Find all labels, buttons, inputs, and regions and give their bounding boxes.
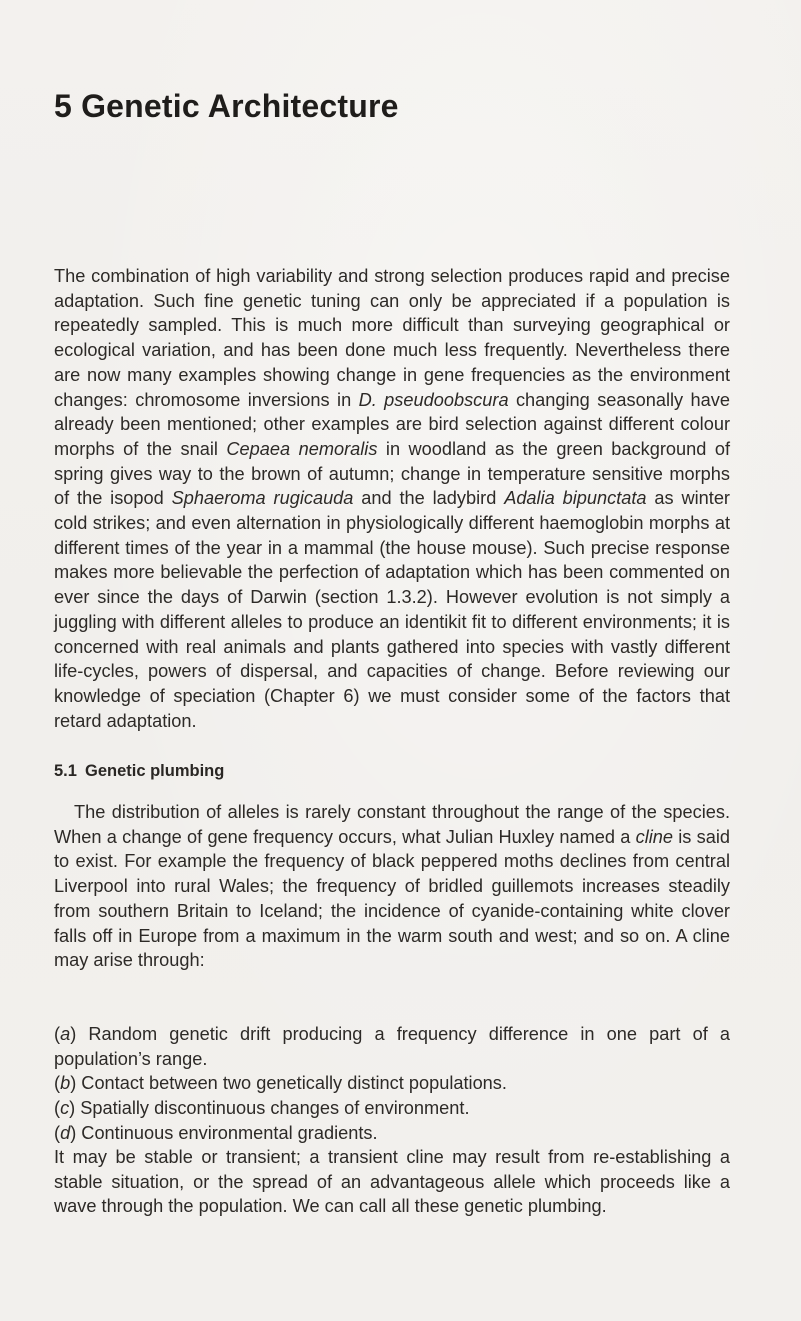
list-item: (a) Random genetic drift producing a frequency difference in one part of a population’s range. xyxy=(54,1024,730,1069)
cline-term: cline xyxy=(635,826,674,847)
list-item-letter: b xyxy=(60,1073,71,1094)
section-number: 5.1 xyxy=(54,762,77,780)
species-name-sphaeroma: Sphaeroma rugicauda xyxy=(171,488,354,509)
section-title: Genetic plumbing xyxy=(85,762,225,780)
chapter-title: 5 Genetic Architecture xyxy=(54,88,399,124)
list-item-text: Spatially discontinuous changes of environment. xyxy=(75,1098,470,1119)
list-item: (d) Continuous environmental gradients. xyxy=(54,1122,378,1143)
list-item-text: Contact between two genetically distinct populations. xyxy=(76,1073,507,1094)
intro-paragraph xyxy=(54,264,730,733)
section-text-1: The distribution of alleles is rarely constant throughout the range of the species. When a change of gene frequency occurs, what Julian Huxley named a xyxy=(54,802,730,847)
intro-text-4: and the ladybird xyxy=(353,488,505,509)
section-paragraph xyxy=(54,800,730,973)
closing-paragraph: It may be stable or transient; a transient cline may result from re-establishing a stable situation, or the spread of an advantageous allele which proceeds like a wave through the population. We can call all these genetic plumbing. xyxy=(54,1147,730,1217)
species-name-drosophila: D. pseudoobscura xyxy=(358,389,509,410)
list-item-text: Continuous environmental gradients. xyxy=(76,1122,378,1143)
cline-causes-list xyxy=(54,1022,730,1146)
intro-text-1: The combination of high variability and strong selection produces rapid and precise adaptation. Such fine genetic tuning can only be appreciated if a population is repeatedly sampled. This is much more difficult than surveying geographical or ecological variation, and has been done much less frequently. Nevertheless there are now many examples showing change in gene frequencies as the environment changes: chromosome inversions in xyxy=(54,266,730,410)
section-text-2: is said to exist. For example the frequency of black peppered moths declines from central Liverpool into rural Wales; the frequency of bridled guillemots increases steadily from southern Britain to Iceland; the incidence of cyanide-containing white clover falls off in Europe from a maximum in the warm south and west; and so on. A cline may arise through: xyxy=(54,826,731,971)
list-item-letter: d xyxy=(60,1122,71,1143)
species-name-adalia: Adalia bipunctata xyxy=(504,488,647,509)
section-heading xyxy=(54,762,224,781)
species-name-cepaea: Cepaea nemoralis xyxy=(226,438,378,459)
list-item-letter: a xyxy=(60,1024,71,1044)
list-item: (b) Contact between two genetically distinct populations. xyxy=(54,1073,507,1094)
intro-text-5: as winter cold strikes; and even alternation in physiologically different haemoglobin morphs at different times of the year in a mammal (the house mouse). Such precise response makes more believable the perfection of adaptation which has been commented on ever since the days of Darwin (section 1.3.2). However evolution is not simply a juggling with different alleles to produce an identikit fit to different environments; it is concerned with real animals and plants gathered into species with vastly different life-cycles, powers of dispersal, and capacities of change. Before reviewing our knowledge of speciation (Chapter 6) we must consider some of the factors that retard adaptation. xyxy=(54,488,730,731)
intro-text-3: in woodland as the green background of spring gives way to the brown of autumn; change in temperature sensitive morphs of the isopod xyxy=(54,438,730,509)
list-item-text: Random genetic drift producing a frequency difference in one part of a population’s range. xyxy=(54,1024,730,1069)
list-item-letter: c xyxy=(60,1098,70,1119)
intro-text-2: changing seasonally have already been mentioned; other examples are bird selection against different colour morphs of the snail xyxy=(54,389,730,459)
list-item: (c) Spatially discontinuous changes of environment. xyxy=(54,1098,470,1119)
